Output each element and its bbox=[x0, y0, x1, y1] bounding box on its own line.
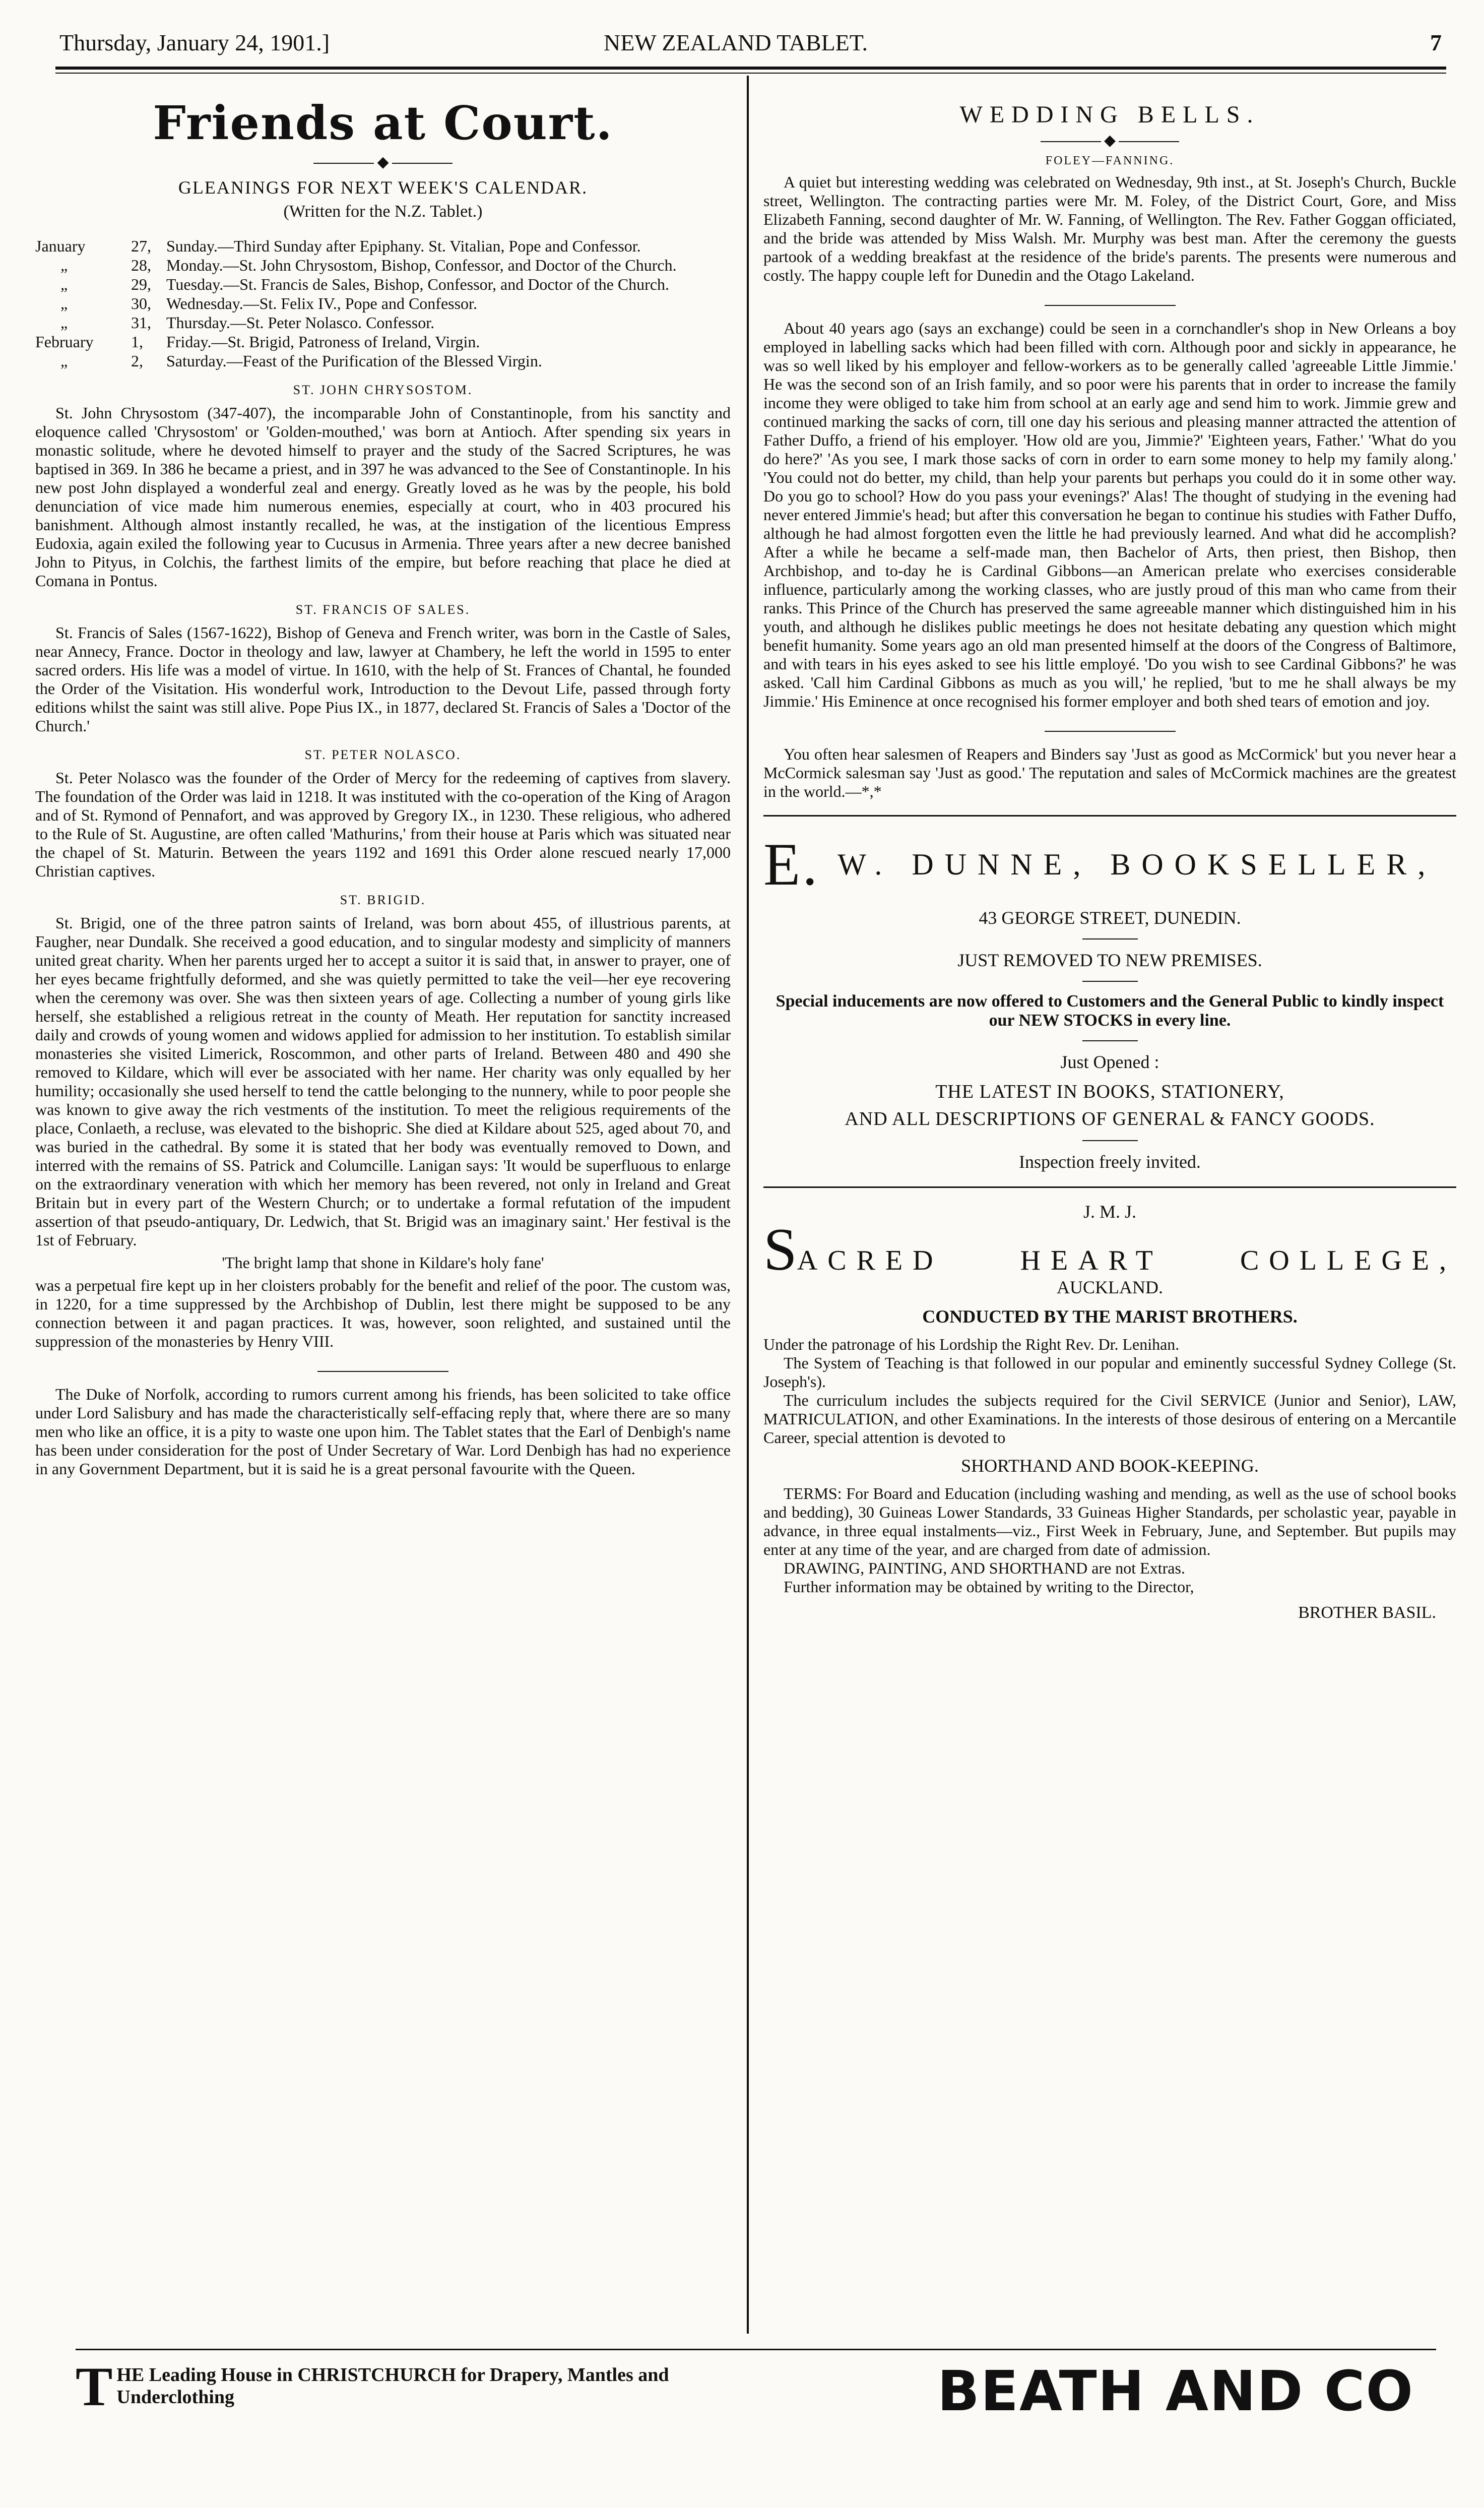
section-body: St. Francis of Sales (1567-1622), Bishop of Geneva and French writer, was born in the Castle of Sales, near Annecy, France. Doctor in theology and law, lawyer at Chambery, he left the world in 1595 to enter sacred orders. His life was a model of virtue. In 1610, with the help of St. Frances of Chantal, he founded the Order of the Visitation. His wonderful work, Introduction to the Devout Life, passed through forty editions whilst the saint was still alive. Pope Pius IX., in 1877, declared St. Francis of Sales a 'Doctor of the Church.' bbox=[35, 623, 731, 735]
cal-day: 29, bbox=[131, 275, 151, 293]
page-header bbox=[59, 29, 1440, 59]
section-heading: ST. PETER NOLASCO. bbox=[304, 747, 462, 762]
wedding-bells-title: WEDDING BELLS. bbox=[959, 101, 1260, 128]
college-initial: S bbox=[763, 1216, 797, 1283]
ad-divider bbox=[763, 1186, 1456, 1188]
header-rule bbox=[55, 67, 1446, 70]
cal-entry: Monday.—St. John Chrysostom, Bishop, Confessor, and Doctor of the Church. bbox=[166, 256, 677, 274]
page-number: 7 bbox=[1430, 30, 1442, 55]
section-body: St. John Chrysostom (347-407), the incomparable John of Constantinople, from his sanctity and eloquence called 'Chrysostom' or 'Golden-mouthed,' was born at Antioch. After spending six years in monastic solitude, where he devoted himself to prayer and the study of the Sacred Scriptures, he was baptised in 369. In 386 he became a priest, and in 397 he was advanced to the See of Constantinople. In his new post John displayed a wonderful zeal and energy. Greatly loved as he was by the people, his bold denunciation of vice made him numerous enemies, especially at court, who in 403 procured his banishment. Although almost instantly recalled, he was, at the instigation of the licentious Empress Eudoxia, again exiled the following year to Cucusus in Armenia. Three years after a new decree banished John to Pityus, in Colchis, the farthest limits of the empire, but before reaching that place he died at Comana in Pontus. bbox=[35, 404, 731, 590]
calendar-list bbox=[35, 236, 731, 370]
section-heading: ST. FRANCIS OF SALES. bbox=[295, 602, 471, 617]
cal-entry: Thursday.—St. Peter Nolasco. Confessor. bbox=[166, 314, 435, 332]
divider bbox=[1045, 305, 1176, 306]
cal-entry: Saturday.—Feast of the Purification of the Blessed Virgin. bbox=[166, 352, 542, 370]
publication-name: NEW ZEALAND TABLET. bbox=[604, 30, 868, 55]
column-rule bbox=[747, 76, 749, 2334]
cal-month: „ bbox=[60, 294, 68, 312]
cal-month: February bbox=[35, 333, 94, 351]
dunne-just-opened: Just Opened : bbox=[1060, 1052, 1159, 1072]
college-shorthand: SHORTHAND AND BOOK-KEEPING. bbox=[961, 1456, 1259, 1476]
cal-day: 31, bbox=[131, 314, 151, 332]
cal-day: 27, bbox=[131, 237, 151, 255]
friends-at-court-title: Friends at Court. bbox=[153, 96, 613, 150]
college-jmj: J. M. J. bbox=[1083, 1202, 1137, 1222]
right-column bbox=[763, 91, 1456, 1622]
cal-month: „ bbox=[60, 256, 68, 274]
cal-month: „ bbox=[60, 275, 68, 293]
college-title-c: COLLEGE, bbox=[1240, 1245, 1456, 1276]
dunne-latest: THE LATEST IN BOOKS, STATIONERY, bbox=[935, 1081, 1284, 1102]
verse-quote: 'The bright lamp that shone in Kildare's holy fane' bbox=[222, 1253, 544, 1272]
divider bbox=[1082, 938, 1138, 939]
footer-text: HE Leading House in CHRISTCHURCH for Drapery, Mantles and Underclothing bbox=[116, 2364, 669, 2408]
mccormick-paragraph: You often hear salesmen of Reapers and Binders say 'Just as good as McCormick' but you never hear a McCormick salesman say 'Just as good.' The reputation and sales of McCormick machines are the greatest in the world.—*,* bbox=[763, 745, 1456, 800]
title-ornament: ◆ bbox=[35, 153, 731, 171]
divider bbox=[1082, 1040, 1138, 1041]
dunne-title bbox=[763, 830, 1456, 899]
gibbons-paragraph: About 40 years ago (says an exchange) could be seen in a cornchandler's shop in New Orleans a boy employed in labelling sacks which had been filled with corn. Although poor and sickly in appearance, he was so well liked by his employer and fellow-workers as to be generally called 'agreeable Little Jimmie.' He was the second son of an Irish family, and so poor were his parents that in order to increase the family income they were obliged to take him from school at an early age and send him to work. Jimmie grew and continued marking the sacks of corn, till one day his serious and pleasing manner attracted the attention of Father Duffo, a friend of his employer. 'How old are you, Jimmie?' 'Eighteen years, Father.' 'What do you do here?' 'As you see, I mark those sacks of corn in order to earn some money to help my family along.' 'You could not do better, my child, than help your parents but perhaps you could do it in some other way. Do you go to school? How do you pass your evenings?' Alas! The thought of studying in the evening had never entered Jimmie's head; but after this conversation he began to continue his studies with Father Duffo, although he had almost forgotten even the little he had previously learned. And what did he accomplish? After a while he became a self-made man, then Bachelor of Arts, then priest, then Bishop, then Archbishop, and to-day he is Cardinal Gibbons—an American prelate who exercises considerable influence, particularly among the working classes, who are justly proud of this man who came from their ranks. This Prince of the Church has preserved the same agreeable manner which distinguished him in his youth, and although he dislikes public meetings he does not hesitate debating any question which might benefit humanity. Some years ago an old man presented himself at the doors of the Congress of Baltimore, and with tears in his eyes asked to see his little employé. 'Do you wish to see Cardinal Gibbons?' he was asked. 'Call him Cardinal Gibbons as much as you will,' he replied, 'but to me he shall always be my Jimmie.' His Eminence at once recognised his former employer and both shed tears of emotion and joy. bbox=[763, 319, 1456, 710]
college-place: AUCKLAND. bbox=[1057, 1277, 1163, 1297]
wedding-subtitle: FOLEY—FANNING. bbox=[1045, 154, 1175, 167]
footer-initial: T bbox=[76, 2356, 113, 2417]
cal-month: January bbox=[35, 237, 86, 255]
cal-day: 30, bbox=[131, 294, 151, 312]
dunne-address: 43 GEORGE STREET, DUNEDIN. bbox=[979, 908, 1241, 928]
dunne-initial: E. bbox=[763, 831, 820, 898]
section-heading: ST. BRIGID. bbox=[340, 893, 426, 907]
cal-entry: Tuesday.—St. Francis de Sales, Bishop, Confessor, and Doctor of the Church. bbox=[166, 275, 670, 293]
gleanings-subtitle: GLEANINGS FOR NEXT WEEK'S CALENDAR. bbox=[178, 177, 588, 198]
college-title-a: ACRED bbox=[797, 1245, 943, 1276]
divider bbox=[1082, 1140, 1138, 1141]
cal-entry: Wednesday.—St. Felix IV., Pope and Confessor. bbox=[166, 294, 477, 312]
dunne-advertisement bbox=[763, 830, 1456, 1172]
college-title bbox=[763, 1216, 1456, 1283]
footer-rule bbox=[76, 2349, 1436, 2350]
college-extras: DRAWING, PAINTING, AND SHORTHAND are not Extras. bbox=[784, 1559, 1185, 1577]
issue-date: Thursday, January 24, 1901.] bbox=[59, 30, 330, 55]
dunne-inspection: Inspection freely invited. bbox=[1019, 1152, 1201, 1172]
divider bbox=[317, 1371, 448, 1372]
dunne-removed: JUST REMOVED TO NEW PREMISES. bbox=[957, 950, 1262, 970]
cal-month: „ bbox=[60, 352, 68, 370]
college-terms: TERMS: For Board and Education (including washing and mending, as well as the use of school books and bedding), 30 Guineas Lower Standards, 33 Guineas Higher Standards, per scholastic year, payable in advance, in three equal instalments—viz., First Week in February, June, and September. But pupils may enter at any time of the year, and are charged from date of admission. bbox=[763, 1484, 1456, 1558]
ad-divider bbox=[763, 815, 1456, 817]
left-column bbox=[35, 91, 731, 1478]
footer-advert bbox=[76, 2356, 781, 2417]
college-further: Further information may be obtained by writing to the Director, bbox=[784, 1578, 1194, 1596]
norfolk-paragraph: The Duke of Norfolk, according to rumors current among his friends, has been solicited to take office under Lord Salisbury and has made the characteristically self-effacing reply that, where there are so many men who like an office, it is a pity to waste one upon him. The Tablet states that the Earl of Denbigh's name has been under consideration for the post of Under Secretary of War. Lord Denbigh has had no experience in any Government Department, but it is said he is a great personal favourite with the Queen. bbox=[35, 1385, 731, 1478]
section-body: St. Peter Nolasco was the founder of the Order of Mercy for the redeeming of captives from slavery. The foundation of the Order was laid in 1218. It was instituted with the co-operation of the King of Aragon and of St. Rymond of Pennafort, and was approved by Gregory IX., in 1230. These religious, who adhered to the Rule of St. Augustine, are often called 'Mathurins,' from their house at Paris which was situated near the chapel of St. Maturin. Between the years 1192 and 1691 this Order alone rescued nearly 17,000 Christian captives. bbox=[35, 769, 731, 880]
cal-entry: Friday.—St. Brigid, Patroness of Ireland, Virgin. bbox=[166, 333, 480, 351]
dunne-all-descriptions: AND ALL DESCRIPTIONS OF GENERAL & FANCY GOODS. bbox=[845, 1108, 1375, 1130]
section-body: St. Brigid, one of the three patron saints of Ireland, was born about 455, of illustrious parents, at Faugher, near Dundalk. She received a good education, and to singular modesty and simplicity of manners united great charity. When her parents urged her to accept a suitor it is said that, in answer to prayer, one of her eyes became frightfully deformed, and she was quietly permitted to take the veil—her eye recovering when the ceremony was over. She was then sixteen years of age. Collecting a number of young girls like herself, she established a religious retreat in the county of Meath. Her reputation for sanctity increased daily and crowds of young women and widows applied for admission to her institution. To establish similar monasteries she visited Limerick, Roscommon, and other parts of Ireland. Between 480 and 490 she removed to Kildare, which will ever be associated with her name. Her charity was only equalled by her humility; occasionally she used herself to tend the cattle belonging to the nunnery, while to poor people she was known to give away the rich vestments of the institution. To meet the religious requirements of the place, Conlaeth, a recluse, was elevated to the bishopric. She died at Kildare about 525, aged about 70, and was buried in the cathedral. By some it is stated that her body was eventually removed to Down, and interred with the remains of SS. Patrick and Columcille. Lanigan says: 'It would be superfluous to enlarge on the extraordinary veneration with which her memory has been revered, not only in Ireland and Great Britain but in every part of the Western Church; or to undertake a formal refutation of the impudent assertion of that pseudo-antiquary, Dr. Ledwich, that St. Brigid was an imaginary saint.' Her festival is the 1st of February. bbox=[35, 914, 731, 1249]
dunne-name: W. DUNNE, BOOKSELLER, bbox=[837, 848, 1437, 881]
written-for-note: (Written for the N.Z. Tablet.) bbox=[283, 202, 483, 221]
cal-day: 2, bbox=[131, 352, 143, 370]
wedding-paragraph: A quiet but interesting wedding was celebrated on Wednesday, 9th inst., at St. Joseph's Church, Buckle street, Wellington. The contracting parties were Mr. M. Foley, of the District Court, Gore, and Miss Elizabeth Fanning, second daughter of Mr. W. Fanning, of Wellington. The Rev. Father Goggan officiated, and the bride was attended by Miss Walsh. Mr. Murphy was best man. After the ceremony the guests partook of a wedding breakfast at the residence of the bride's parents. The presents were numerous and costly. The happy couple left for Dunedin and the Otago Lakeland. bbox=[763, 173, 1456, 284]
college-system: The System of Teaching is that followed in our popular and eminently successful Sydney College (St. Joseph's). bbox=[763, 1354, 1456, 1391]
college-title-b: HEART bbox=[1020, 1245, 1163, 1276]
wedding-ornament: ◆ bbox=[763, 132, 1456, 149]
cal-month: „ bbox=[60, 314, 68, 332]
cal-day: 1, bbox=[131, 333, 143, 351]
verse-continuation: was a perpetual fire kept up in her cloisters probably for the benefit and relief of the poor. The custom was, in 1220, for a time suppressed by the Archbishop of Dublin, lest there might be supposed to be any connection between it and pagan practices. It was, however, soon relighted, and sustained until the suppression of the monasteries by Henry VIII. bbox=[35, 1276, 731, 1350]
section-heading: ST. JOHN CHRYSOSTOM. bbox=[293, 383, 473, 397]
cal-entry: Sunday.—Third Sunday after Epiphany. St. Vitalian, Pope and Confessor. bbox=[166, 237, 641, 255]
cal-day: 28, bbox=[131, 256, 151, 274]
header-rule-thin bbox=[55, 73, 1446, 74]
footer-brand: BEATH AND CO bbox=[937, 2359, 1414, 2423]
college-signature: BROTHER BASIL. bbox=[1298, 1603, 1436, 1622]
college-advertisement bbox=[763, 1201, 1456, 1622]
college-conducted: CONDUCTED BY THE MARIST BROTHERS. bbox=[922, 1306, 1298, 1327]
divider bbox=[1082, 981, 1138, 982]
college-curriculum: The curriculum includes the subjects required for the Civil SERVICE (Junior and Senior), LAW, MATRICULATION, and other Examinations. In the interests of those desirous of entering on a Mercantile Career, special attention is devoted to bbox=[763, 1391, 1456, 1447]
college-patronage: Under the patronage of his Lordship the Right Rev. Dr. Lenihan. bbox=[763, 1335, 1180, 1353]
divider bbox=[1045, 731, 1176, 732]
dunne-special: Special inducements are now offered to Customers and the General Public to kindly inspect our NEW STOCKS in every line. bbox=[776, 992, 1444, 1030]
